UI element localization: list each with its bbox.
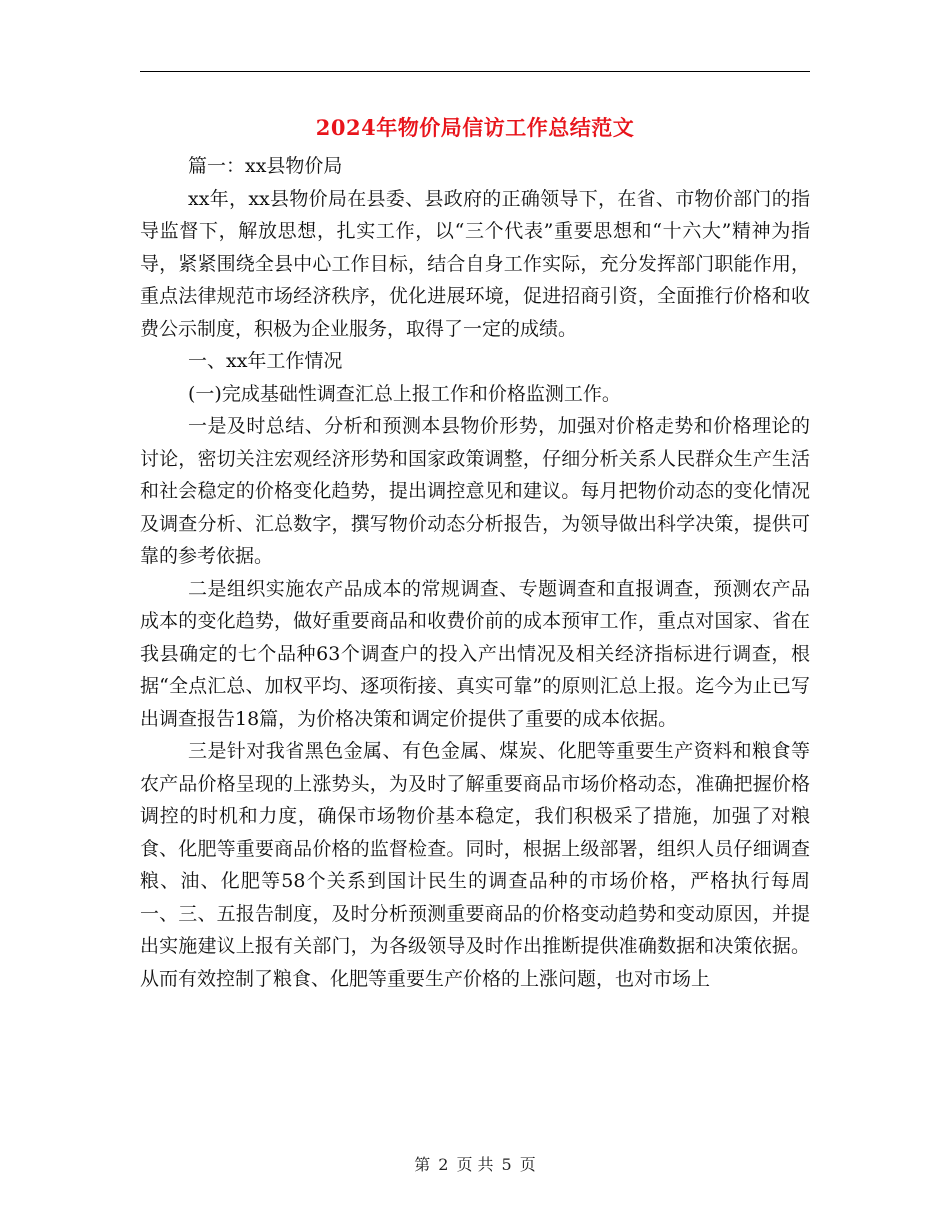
footer-current-page: 2 [438, 1155, 449, 1174]
paragraph-section-heading: 篇一：xx县物价局 [188, 155, 343, 177]
footer-mid: 页 共 [456, 1155, 494, 1174]
footer-total-pages: 5 [501, 1155, 512, 1174]
footer-prefix: 第 [414, 1155, 431, 1174]
footer-suffix: 页 [519, 1155, 536, 1174]
paragraph-heading-1: 一、xx年工作情况 [188, 350, 343, 372]
document-body [140, 150, 810, 995]
paragraph-point-2: 二是组织实施农产品成本的常规调查、专题调查和直报调查，预测农产品成本的变化趋势，做好重要商品和收费价前的成本预审工作，重点对国家、省在我县确定的七个品种63个调查户的投入产出情况及相关经济指标进行调查，根据“全点汇总、加权平均、逐项衔接、真实可靠”的原则汇总上报。迄今为止已写出调查报告18篇，为价格决策和调定价提供了重要的成本依据。 [140, 577, 810, 730]
header-rule [140, 71, 810, 72]
paragraph-point-1: 一是及时总结、分析和预测本县物价形势，加强对价格走势和价格理论的讨论，密切关注宏观经济形势和国家政策调整，仔细分析关系人民群众生产生活和社会稳定的价格变化趋势，提出调控意见和建议。每月把物价动态的变化情况及调查分析、汇总数字，撰写物价动态分析报告，为领导做出科学决策，提供可靠的参考依据。 [140, 415, 810, 567]
paragraph-intro: xx年，xx县物价局在县委、县政府的正确领导下，在省、市物价部门的指导监督下，解放思想，扎实工作，以“三个代表”重要思想和“十六大”精神为指导，紧紧围绕全县中心工作目标，结合自身工作实际，充分发挥部门职能作用，重点法律规范市场经济秩序，优化进展环境，促进招商引资，全面推行价格和收费公示制度，积极为企业服务，取得了一定的成绩。 [140, 187, 810, 340]
paragraph-subheading-1: (一)完成基础性调查汇总上报工作和价格监测工作。 [188, 382, 621, 405]
document-title: 2024年物价局信访工作总结范文 [315, 115, 635, 140]
page-footer [0, 1152, 950, 1175]
paragraph-point-3: 三是针对我省黑色金属、有色金属、煤炭、化肥等重要生产资料和粮食等农产品价格呈现的上涨势头，为及时了解重要商品市场价格动态，准确把握价格调控的时机和力度，确保市场物价基本稳定，我们积极采了措施，加强了对粮食、化肥等重要商品价格的监督检查。同时，根据上级部署，组织人员仔细调查粮、油、化肥等58个关系到国计民生的调查品种的市场价格，严格执行每周一、三、五报告制度，及时分析预测重要商品的价格变动趋势和变动原因，并提出实施建议上报有关部门，为各级领导及时作出推断提供准确数据和决策依据。从而有效控制了粮食、化肥等重要生产价格的上涨问题，也对市场上 [140, 740, 810, 990]
